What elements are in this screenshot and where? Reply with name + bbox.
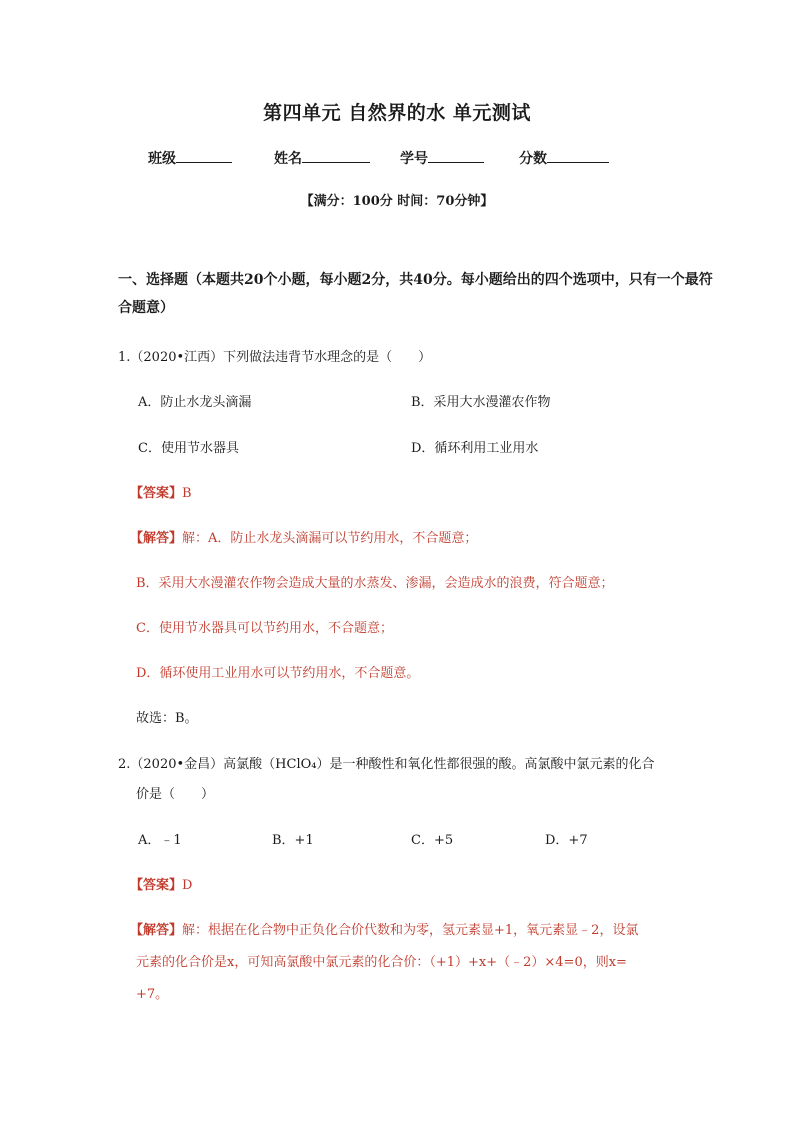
name-field xyxy=(274,148,370,168)
q1-analysis-line-3: C．使用节水器具可以节约用水，不合题意； xyxy=(136,621,393,636)
question-2-stem-line-1: 2.（2020•金昌）高氯酸（HClO₄）是一种酸性和氧化性都很强的酸。高氯酸中氯元素的化合 xyxy=(118,757,655,772)
q1-analysis-line-4: D．循环使用工业用水可以节约用水，不合题意。 xyxy=(136,666,420,681)
answer-tag: 【答案】 xyxy=(130,486,183,501)
page-title: 第四单元 自然界的水 单元测试 xyxy=(263,102,531,124)
q2-analysis-line-3: +7。 xyxy=(136,987,169,1002)
full-marks-time: 【满分：100分 时间：70分钟】 xyxy=(300,194,494,209)
id-blank[interactable] xyxy=(428,148,484,163)
score-label: 分数 xyxy=(519,151,547,167)
answer-value: D xyxy=(182,878,193,893)
q2-option-c: C．+5 xyxy=(411,833,454,848)
section-heading: 一、选择题（本题共20个小题，每小题2分，共40分。每小题给出的四个选项中，只有一个最符合题意） xyxy=(118,272,713,316)
q2-option-a: A．﹣1 xyxy=(138,833,182,848)
score-blank[interactable] xyxy=(547,148,609,163)
analysis-tag: 【解答】 xyxy=(130,923,183,938)
q1-analysis-line-1: 【解答】解：A．防止水龙头滴漏可以节约用水，不合题意； xyxy=(130,531,478,546)
name-label: 姓名 xyxy=(274,151,302,167)
score-field xyxy=(519,148,609,168)
analysis-tag: 【解答】 xyxy=(130,531,183,546)
name-blank[interactable] xyxy=(302,148,370,163)
q1-option-a: A．防止水龙头滴漏 xyxy=(138,395,252,410)
q2-analysis-line-1: 【解答】解：根据在化合物中正负化合价代数和为零，氢元素显+1，氧元素显﹣2，设氯 xyxy=(130,923,639,938)
q2-option-d: D．+7 xyxy=(545,833,588,848)
question-2-stem-line-2: 价是（ ） xyxy=(136,787,215,802)
id-label: 学号 xyxy=(400,151,428,167)
q2-option-b: B．+1 xyxy=(272,833,314,848)
id-field xyxy=(400,148,484,168)
class-field xyxy=(148,148,232,168)
answer-tag: 【答案】 xyxy=(130,878,183,893)
class-blank[interactable] xyxy=(176,148,232,163)
question-1-stem: 1.（2020•江西）下列做法违背节水理念的是（ ） xyxy=(118,350,432,365)
q1-option-b: B．采用大水漫灌农作物 xyxy=(411,395,551,410)
q1-conclusion: 故选：B。 xyxy=(136,711,198,726)
q1-analysis-line-2: B．采用大水漫灌农作物会造成大量的水蒸发、渗漏，会造成水的浪费，符合题意； xyxy=(136,576,614,591)
class-label: 班级 xyxy=(148,151,176,167)
q2-analysis-line-2: 元素的化合价是x，可知高氯酸中氯元素的化合价：（+1）+x+（﹣2）×4=0，则x= xyxy=(136,955,627,970)
answer-value: B xyxy=(182,486,192,501)
q2-answer xyxy=(130,874,192,893)
q1-answer xyxy=(130,482,192,501)
q1-option-c: C．使用节水器具 xyxy=(138,441,239,456)
q1-option-d: D．循环利用工业用水 xyxy=(411,441,539,456)
